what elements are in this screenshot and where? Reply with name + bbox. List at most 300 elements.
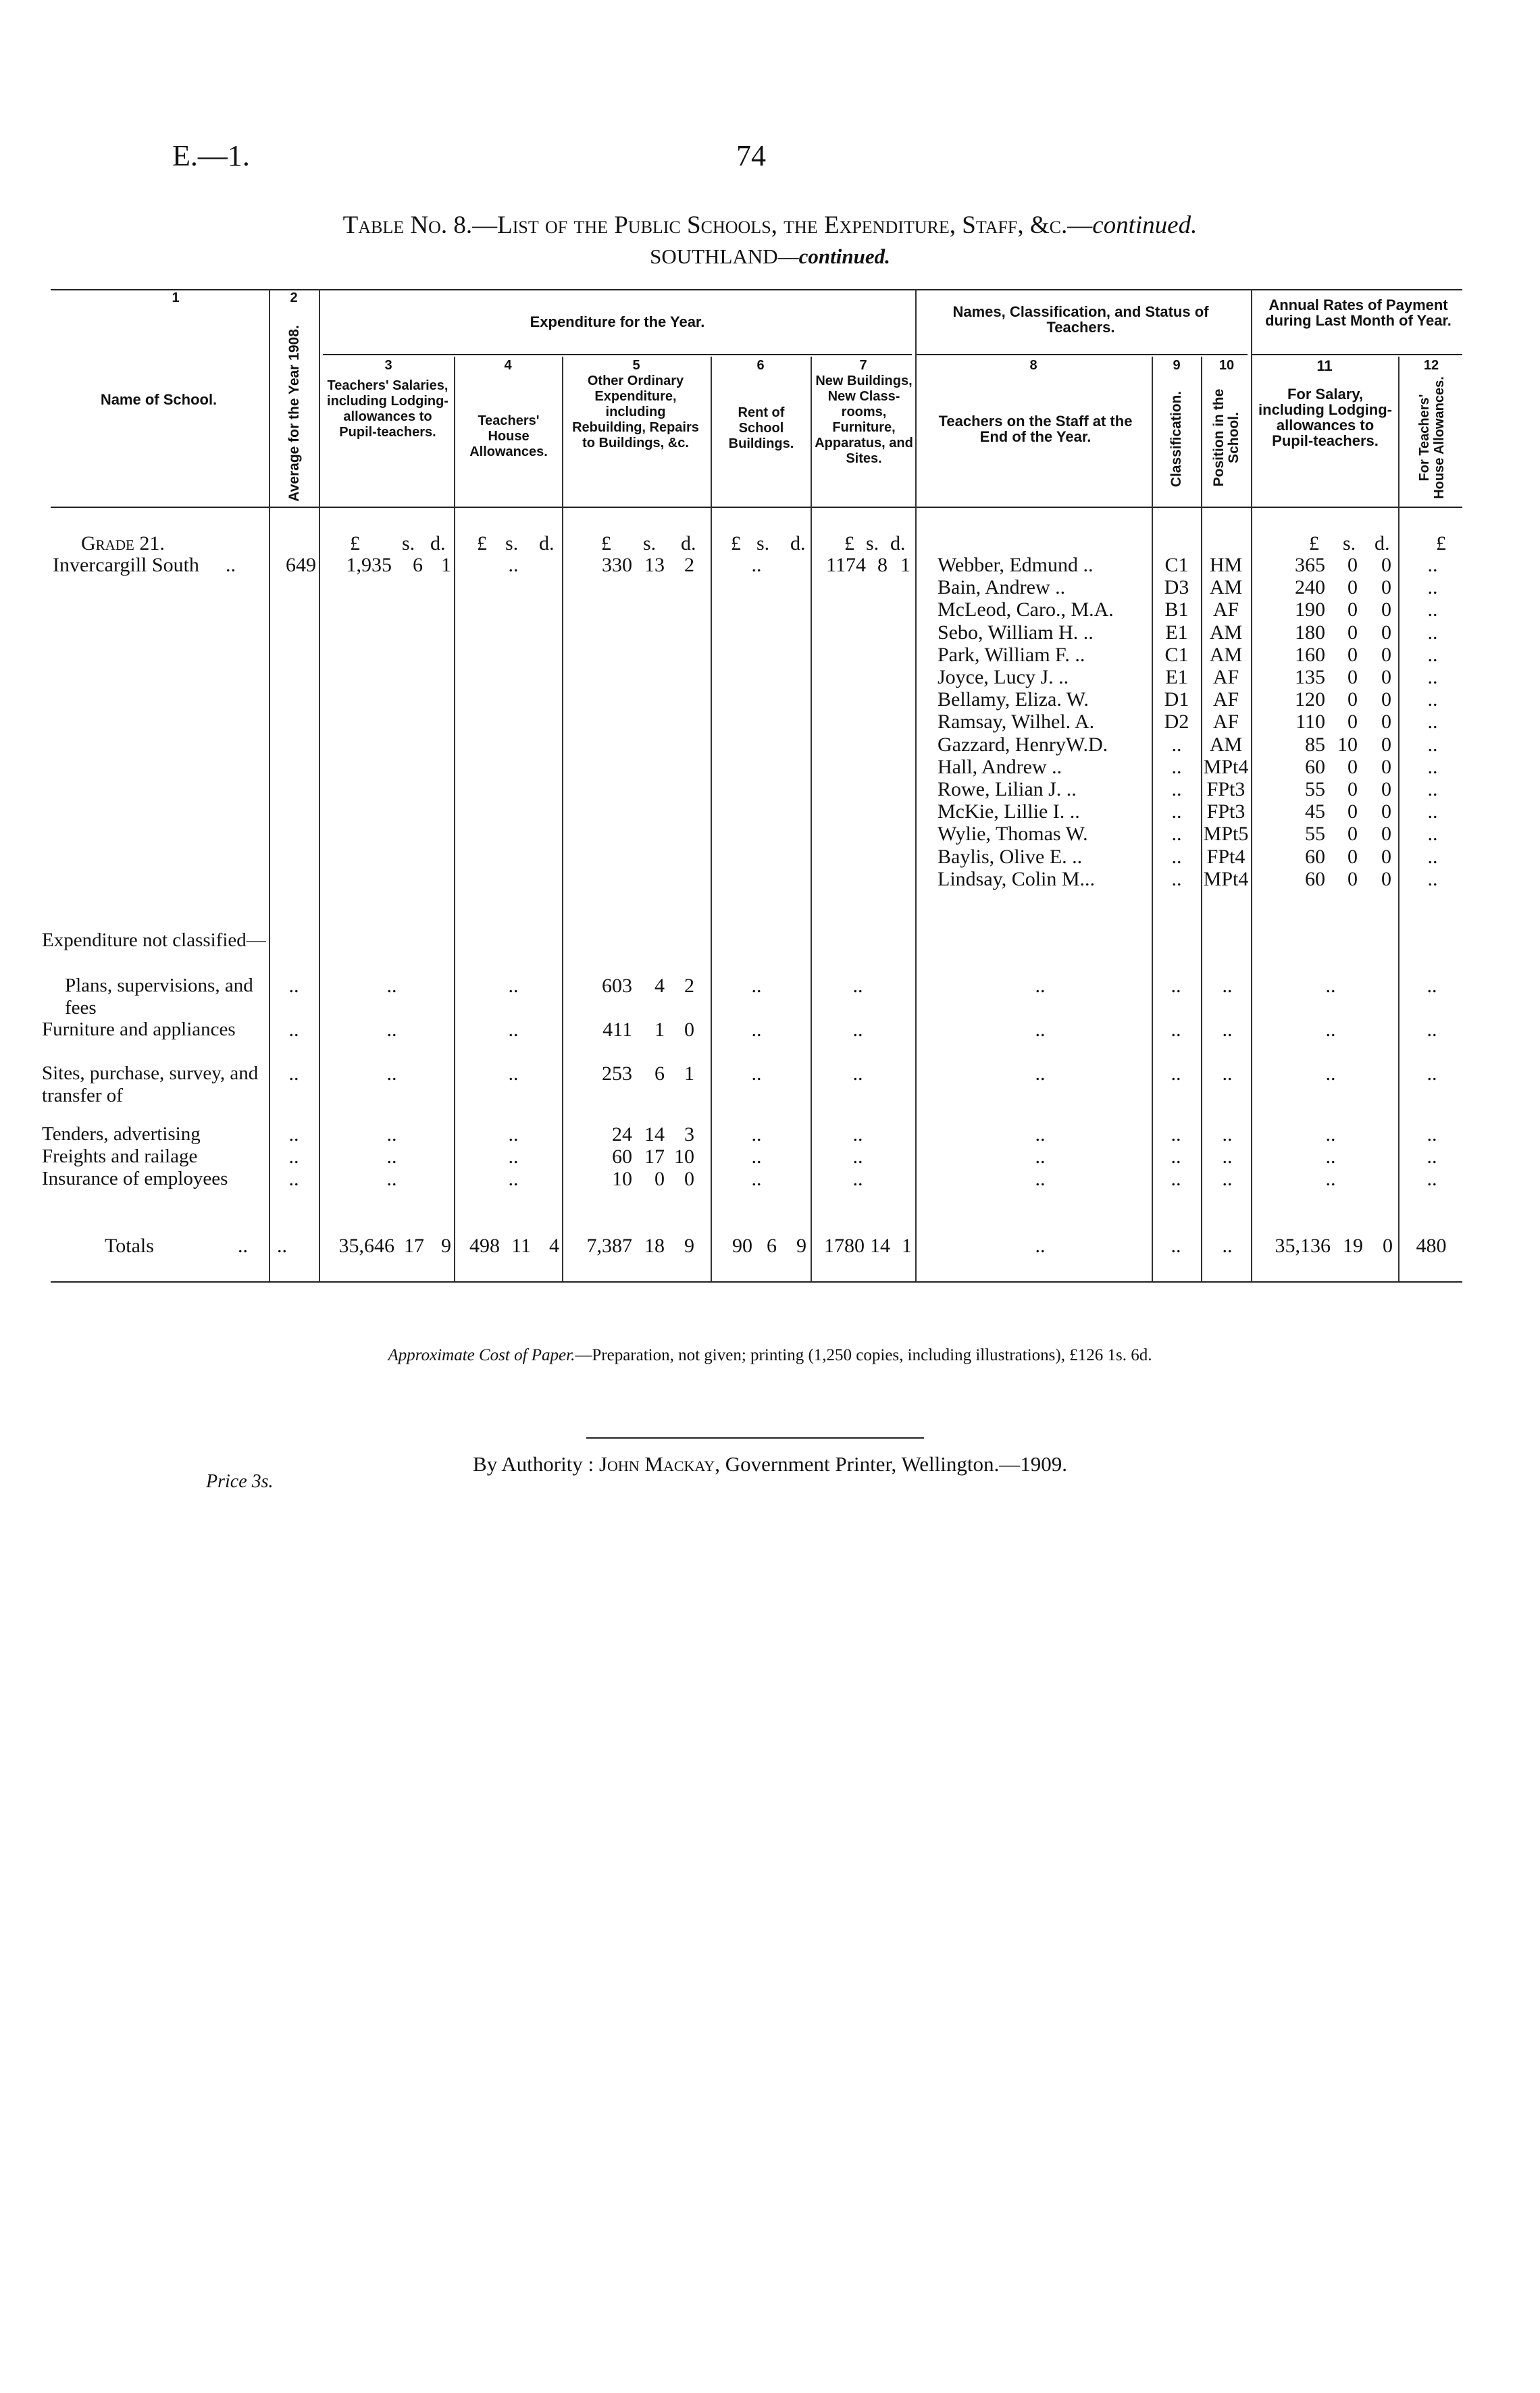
salaries-pounds: 1,935 xyxy=(346,554,392,576)
teacher-name: Lindsay, Colin M... xyxy=(938,867,1096,890)
leader-dots: .. xyxy=(226,554,236,576)
leader-dots: .. xyxy=(386,1123,397,1146)
rate-shillings: 0 xyxy=(1348,711,1358,734)
teacher-classification: D2 xyxy=(1164,711,1189,734)
total-rent-shillings: 6 xyxy=(767,1235,777,1257)
rate-shillings: 10 xyxy=(1337,733,1358,756)
teacher-name: Park, William F. .. xyxy=(938,643,1085,666)
teacher-classification: D3 xyxy=(1164,576,1189,599)
leader-dots: .. xyxy=(751,1062,762,1085)
leader-dots: .. xyxy=(751,1123,762,1146)
leader-dots: .. xyxy=(508,1062,519,1085)
rate-shillings: 0 xyxy=(1348,643,1358,666)
leader-dots: .. xyxy=(1427,975,1437,997)
cost-text: —Preparation, not given; printing (1,250 copies, including illustrations), £126 1s. 6d. xyxy=(575,1346,1152,1364)
expense-pence: 1 xyxy=(684,1062,694,1085)
rate-pounds: 60 xyxy=(1305,755,1325,778)
new-buildings-pounds: 1174 xyxy=(826,554,866,576)
school-average: 649 xyxy=(286,554,316,576)
expense-pence: 10 xyxy=(674,1146,694,1168)
leader-dots: .. xyxy=(386,1062,397,1085)
new-buildings-shillings: 8 xyxy=(877,554,888,576)
authority-suffix: , Government Printer, Wellington.—1909. xyxy=(715,1452,1067,1476)
leader-dots: .. xyxy=(1427,800,1438,823)
col-rule-11 xyxy=(1398,357,1400,1281)
leader-dots: .. xyxy=(1325,1168,1336,1190)
leader-dots: .. xyxy=(1427,598,1438,621)
pound-sign: £ xyxy=(477,532,487,555)
leader-dots: .. xyxy=(1427,1123,1437,1146)
teacher-name: Bellamy, Eliza. W. xyxy=(938,688,1089,711)
leader-dots: .. xyxy=(1171,1123,1181,1146)
rate-pounds: 45 xyxy=(1305,800,1325,823)
col-rule-3 xyxy=(454,357,455,1281)
leader-dots: .. xyxy=(751,975,762,997)
other-shillings: 13 xyxy=(644,554,665,576)
rate-pence: 0 xyxy=(1381,554,1391,576)
teacher-classification: D1 xyxy=(1164,688,1189,711)
expense-label: Freights and railage xyxy=(42,1146,198,1167)
rate-pence: 0 xyxy=(1381,598,1391,621)
total-house-shillings: 11 xyxy=(511,1235,531,1257)
teacher-name: Ramsay, Wilhel. A. xyxy=(938,711,1095,734)
col-11-label: For Salary, including Lodging-allowances to Pupil-teachers. xyxy=(1258,386,1392,449)
total-other-pounds: 7,387 xyxy=(586,1235,632,1257)
leader-dots: .. xyxy=(1035,1146,1046,1168)
teacher-name: McLeod, Caro., M.A. xyxy=(938,598,1114,621)
total-salaries-shillings: 17 xyxy=(404,1235,424,1257)
col-8-label: Teachers on the Staff at the End of the Year. xyxy=(938,413,1133,445)
page-number: 74 xyxy=(736,139,766,172)
rate-pence: 0 xyxy=(1381,643,1391,666)
rate-pence: 0 xyxy=(1381,576,1391,599)
leader-dots: .. xyxy=(751,1019,762,1041)
leader-dots: .. xyxy=(1427,1019,1437,1041)
teacher-position: MPt5 xyxy=(1203,823,1249,846)
rate-pounds: 180 xyxy=(1295,621,1325,644)
teacher-classification: .. xyxy=(1171,845,1182,868)
rate-pence: 0 xyxy=(1381,823,1391,846)
teacher-position: AF xyxy=(1212,598,1239,621)
leader-dots: .. xyxy=(386,975,397,997)
leader-dots: .. xyxy=(1427,576,1438,599)
col-rule-10 xyxy=(1251,289,1252,1281)
leader-dots: .. xyxy=(1427,688,1438,711)
rate-pounds: 120 xyxy=(1295,688,1325,711)
teacher-name: Baylis, Olive E. .. xyxy=(938,845,1083,868)
teacher-name: McKie, Lillie I. .. xyxy=(938,800,1080,823)
rate-pounds: 160 xyxy=(1295,643,1325,666)
expense-pounds: 60 xyxy=(612,1146,632,1168)
shillings-sign: s. xyxy=(505,532,519,555)
leader-dots: .. xyxy=(1171,1019,1181,1041)
total-rent-pence: 9 xyxy=(796,1235,806,1257)
leader-dots: .. xyxy=(508,1146,519,1168)
teacher-position: FPt4 xyxy=(1206,845,1246,868)
leader-dots: .. xyxy=(1325,1019,1336,1041)
teacher-position: AM xyxy=(1209,621,1243,644)
grade-label: Grade 21. xyxy=(81,532,165,555)
rate-shillings: 0 xyxy=(1348,755,1358,778)
shillings-sign: s. xyxy=(866,532,879,555)
col-rule-8 xyxy=(1152,357,1153,1281)
expense-pounds: 253 xyxy=(602,1062,632,1085)
col-rule-4 xyxy=(562,357,563,1281)
col-1-label: Name of School. xyxy=(100,391,217,408)
rate-pence: 0 xyxy=(1381,867,1391,890)
leader-dots: .. xyxy=(508,1019,519,1041)
leader-dots: .. xyxy=(751,554,762,576)
teacher-classification: .. xyxy=(1171,755,1182,778)
col-9-label: Classification. xyxy=(1169,390,1184,488)
title-continued: continued. xyxy=(1092,211,1198,239)
leader-dots: .. xyxy=(1035,1168,1046,1190)
leader-dots: .. xyxy=(1427,1168,1437,1190)
leader-dots: .. xyxy=(1171,1168,1181,1190)
total-other-pence: 9 xyxy=(684,1235,694,1257)
total-rates-salary-pence: 0 xyxy=(1383,1235,1393,1257)
expense-pounds: 10 xyxy=(612,1168,632,1190)
footer-rule xyxy=(586,1437,924,1439)
authority-prefix: By Authority : xyxy=(473,1452,599,1476)
leader-dots: .. xyxy=(288,975,299,997)
rate-shillings: 0 xyxy=(1348,621,1358,644)
leader-dots: .. xyxy=(508,554,519,576)
teacher-classification: C1 xyxy=(1164,554,1189,576)
unclassified-heading: Expenditure not classified— xyxy=(42,929,266,951)
rate-pounds: 55 xyxy=(1305,778,1325,800)
expense-shillings: 6 xyxy=(654,1062,665,1085)
teacher-position: AF xyxy=(1212,666,1239,688)
col-10-number: 10 xyxy=(1218,358,1235,373)
teacher-position: AM xyxy=(1209,733,1243,756)
expense-label: Plans, supervisions, and fees xyxy=(65,975,253,1019)
rate-pence: 0 xyxy=(1381,755,1391,778)
leader-dots: .. xyxy=(1222,1168,1233,1190)
leader-dots: .. xyxy=(288,1123,299,1146)
leader-dots: .. xyxy=(288,1146,299,1168)
leader-dots: .. xyxy=(1427,733,1438,756)
total-other-shillings: 18 xyxy=(644,1235,665,1257)
col-6-label: Rent of School Buildings. xyxy=(728,405,794,451)
other-pence: 2 xyxy=(684,554,694,576)
teacher-position: MPt4 xyxy=(1203,755,1249,778)
leader-dots: .. xyxy=(288,1019,299,1041)
rate-shillings: 0 xyxy=(1348,576,1358,599)
rate-pounds: 365 xyxy=(1295,554,1325,576)
leader-dots: .. xyxy=(386,1146,397,1168)
rate-pounds: 240 xyxy=(1295,576,1325,599)
total-salaries-pence: 9 xyxy=(441,1235,451,1257)
expenditure-group-rule xyxy=(323,354,912,355)
col-rule-6 xyxy=(811,357,812,1281)
shillings-sign: s. xyxy=(756,532,770,555)
teacher-position: FPt3 xyxy=(1206,778,1246,800)
leader-dots: .. xyxy=(1325,1062,1336,1085)
teacher-classification: C1 xyxy=(1164,643,1189,666)
rate-pence: 0 xyxy=(1381,621,1391,644)
expense-label: Furniture and appliances xyxy=(42,1019,236,1040)
total-house-pounds: 498 xyxy=(469,1235,500,1257)
rate-pounds: 135 xyxy=(1295,666,1325,688)
teacher-name: Bain, Andrew .. xyxy=(938,576,1066,599)
rate-pence: 0 xyxy=(1381,666,1391,688)
leader-dots: .. xyxy=(852,1168,863,1190)
pence-sign: d. xyxy=(890,532,906,555)
teacher-position: AF xyxy=(1212,688,1239,711)
teacher-classification: B1 xyxy=(1164,598,1189,621)
totals-label: Totals xyxy=(105,1235,154,1257)
expense-pounds: 411 xyxy=(602,1019,632,1041)
leader-dots: .. xyxy=(1325,1146,1336,1168)
rate-pence: 0 xyxy=(1381,778,1391,800)
expense-shillings: 4 xyxy=(654,975,665,997)
leader-dots: .. xyxy=(277,1235,287,1257)
col-3-number: 3 xyxy=(384,358,392,373)
col-12-label: For Teachers' House Allowances. xyxy=(1417,376,1447,499)
expense-label: Insurance of employees xyxy=(42,1168,228,1189)
rate-pence: 0 xyxy=(1381,845,1391,868)
leader-dots: .. xyxy=(1427,1146,1437,1168)
rate-pounds: 110 xyxy=(1295,711,1325,734)
table-title xyxy=(0,211,1540,240)
leader-dots: .. xyxy=(386,1168,397,1190)
teacher-name: Webber, Edmund .. xyxy=(938,554,1094,576)
rate-shillings: 0 xyxy=(1348,845,1358,868)
pound-sign: £ xyxy=(1309,532,1319,555)
teacher-name: Wylie, Thomas W. xyxy=(938,823,1088,846)
leader-dots: .. xyxy=(1035,1235,1046,1257)
leader-dots: .. xyxy=(852,1123,863,1146)
expense-pence: 0 xyxy=(684,1168,694,1190)
leader-dots: .. xyxy=(1427,554,1438,576)
leader-dots: .. xyxy=(508,1123,519,1146)
leader-dots: .. xyxy=(1222,975,1233,997)
leader-dots: .. xyxy=(1222,1062,1233,1085)
pound-sign: £ xyxy=(1436,532,1446,555)
leader-dots: .. xyxy=(1427,845,1438,868)
teacher-position: FPt3 xyxy=(1206,800,1246,823)
leader-dots: .. xyxy=(1427,867,1438,890)
expenditure-group-label: Expenditure for the Year. xyxy=(530,313,705,330)
teacher-position: AM xyxy=(1209,643,1243,666)
price-note: Price 3s. xyxy=(206,1471,274,1492)
leader-dots: .. xyxy=(852,975,863,997)
teacher-position: HM xyxy=(1209,554,1243,576)
total-rates-salary-pounds: 35,136 xyxy=(1275,1235,1331,1257)
teacher-position: AM xyxy=(1209,576,1243,599)
rate-pounds: 55 xyxy=(1305,823,1325,846)
total-rent-pounds: 90 xyxy=(732,1235,752,1257)
total-new-buildings-pounds: 1780 xyxy=(824,1235,865,1257)
expense-pence: 2 xyxy=(684,975,694,997)
pence-sign: d. xyxy=(681,532,696,555)
pound-sign: £ xyxy=(844,532,854,555)
teacher-classification: E1 xyxy=(1165,666,1188,688)
expense-label: Tenders, advertising xyxy=(42,1123,201,1145)
shillings-sign: s. xyxy=(643,532,657,555)
leader-dots: .. xyxy=(1427,621,1438,644)
total-house-pence: 4 xyxy=(549,1235,559,1257)
pence-sign: d. xyxy=(1375,532,1390,555)
region-subtitle xyxy=(0,245,1540,269)
leader-dots: .. xyxy=(288,1168,299,1190)
leader-dots: .. xyxy=(288,1062,299,1085)
leader-dots: .. xyxy=(1171,1062,1181,1085)
cost-of-paper-note xyxy=(0,1346,1540,1365)
rate-pounds: 85 xyxy=(1305,733,1325,756)
leader-dots: .. xyxy=(1427,778,1438,800)
total-salaries-pounds: 35,646 xyxy=(338,1235,394,1257)
expense-shillings: 17 xyxy=(644,1146,665,1168)
rate-shillings: 0 xyxy=(1348,688,1358,711)
col-5-label: Other Ordinary Expenditure, including Rebuilding, Repairs to Buildings, &c. xyxy=(572,374,699,451)
expense-shillings: 1 xyxy=(654,1019,665,1041)
col-rule-5 xyxy=(711,357,712,1281)
expense-pence: 0 xyxy=(684,1019,694,1041)
leader-dots: .. xyxy=(1035,1019,1046,1041)
col-7-number: 7 xyxy=(859,358,867,373)
title-text: No. 8.—List of the Public Schools, the Expenditure, Staff, &c.— xyxy=(404,211,1093,239)
teacher-classification: .. xyxy=(1171,800,1182,823)
col-11-number: 11 xyxy=(1316,357,1333,374)
printer-name: John Mackay xyxy=(598,1452,715,1476)
col-rule-1 xyxy=(269,289,270,1281)
school-name: Invercargill South xyxy=(53,554,199,576)
teacher-name: Sebo, William H. .. xyxy=(938,621,1094,644)
pence-sign: d. xyxy=(790,532,806,555)
leader-dots: .. xyxy=(1222,1019,1233,1041)
rate-pounds: 190 xyxy=(1295,598,1325,621)
names-group-rule xyxy=(915,354,1248,355)
teacher-name: Rowe, Lilian J. .. xyxy=(938,778,1077,800)
table-bottom-rule xyxy=(51,1281,1462,1283)
col-2-label: Average for the Year 1908. xyxy=(286,325,302,502)
pound-sign: £ xyxy=(350,532,360,555)
pence-sign: d. xyxy=(430,532,446,555)
teacher-classification: .. xyxy=(1171,823,1182,846)
leader-dots: .. xyxy=(1222,1146,1233,1168)
expense-pounds: 24 xyxy=(612,1123,632,1146)
other-pounds: 330 xyxy=(602,554,632,576)
col-12-number: 12 xyxy=(1423,358,1439,373)
teacher-position: AF xyxy=(1212,711,1239,734)
leader-dots: .. xyxy=(1222,1235,1233,1257)
leader-dots: .. xyxy=(1325,1123,1336,1146)
expense-pounds: 603 xyxy=(602,975,632,997)
expense-shillings: 14 xyxy=(644,1123,665,1146)
teacher-name: Joyce, Lucy J. .. xyxy=(938,666,1069,688)
total-new-buildings-pence: 1 xyxy=(902,1235,912,1257)
rate-shillings: 0 xyxy=(1348,800,1358,823)
rate-shillings: 0 xyxy=(1348,867,1358,890)
teacher-classification: .. xyxy=(1171,867,1182,890)
teacher-classification: E1 xyxy=(1165,621,1188,644)
leader-dots: .. xyxy=(1171,975,1181,997)
title-prefix: Table xyxy=(342,211,405,239)
rates-group-label: Annual Rates of Payment during Last Month of Year. xyxy=(1265,297,1452,329)
leader-dots: .. xyxy=(508,975,519,997)
leader-dots: .. xyxy=(1035,975,1046,997)
leader-dots: .. xyxy=(1427,1062,1437,1085)
leader-dots: .. xyxy=(508,1168,519,1190)
rate-pence: 0 xyxy=(1381,711,1391,734)
leader-dots: .. xyxy=(1035,1123,1046,1146)
new-buildings-pence: 1 xyxy=(900,554,910,576)
rate-pounds: 60 xyxy=(1305,845,1325,868)
leader-dots: .. xyxy=(1427,755,1438,778)
col-5-number: 5 xyxy=(632,358,640,373)
shillings-sign: s. xyxy=(1343,532,1356,555)
col-7-label: New Buildings, New Class-rooms, Furniture, Apparatus, and Sites. xyxy=(815,374,913,466)
col-3-label: Teachers' Salaries, including Lodging-allowances to Pupil-teachers. xyxy=(327,378,448,440)
col-10-label: Position in the School. xyxy=(1211,388,1241,487)
leader-dots: .. xyxy=(1427,823,1438,846)
leader-dots: .. xyxy=(852,1146,863,1168)
leader-dots: .. xyxy=(852,1062,863,1085)
expense-pence: 3 xyxy=(684,1123,694,1146)
col-1-number: 1 xyxy=(172,290,180,305)
total-rates-salary-shillings: 19 xyxy=(1343,1235,1363,1257)
salaries-pence: 1 xyxy=(441,554,451,576)
leader-dots: .. xyxy=(1427,643,1438,666)
rate-shillings: 0 xyxy=(1348,823,1358,846)
col-6-number: 6 xyxy=(756,358,765,373)
document-code: E.—1. xyxy=(172,139,250,172)
cost-label: Approximate Cost of Paper. xyxy=(388,1346,575,1364)
rates-group-rule xyxy=(1251,354,1462,355)
rate-shillings: 0 xyxy=(1348,778,1358,800)
pence-sign: d. xyxy=(539,532,555,555)
leader-dots: .. xyxy=(751,1146,762,1168)
leader-dots: .. xyxy=(1171,1235,1181,1257)
leader-dots: .. xyxy=(852,1019,863,1041)
rate-pence: 0 xyxy=(1381,800,1391,823)
leader-dots: .. xyxy=(1222,1123,1233,1146)
teacher-name: Gazzard, HenryW.D. xyxy=(938,733,1108,756)
teacher-name: Hall, Andrew .. xyxy=(938,755,1062,778)
total-new-buildings-shillings: 14 xyxy=(870,1235,890,1257)
leader-dots: .. xyxy=(1035,1062,1046,1085)
rate-shillings: 0 xyxy=(1348,598,1358,621)
pound-sign: £ xyxy=(731,532,741,555)
shillings-sign: s. xyxy=(402,532,415,555)
rate-shillings: 0 xyxy=(1348,666,1358,688)
names-group-label: Names, Classification, and Status of Teachers. xyxy=(952,303,1209,336)
teacher-classification: .. xyxy=(1171,733,1182,756)
total-rates-house: 480 xyxy=(1416,1235,1447,1257)
col-4-number: 4 xyxy=(504,358,512,373)
rate-shillings: 0 xyxy=(1348,554,1358,576)
leader-dots: .. xyxy=(386,1019,397,1041)
pound-sign: £ xyxy=(601,532,611,555)
salaries-shillings: 6 xyxy=(413,554,423,576)
rate-pence: 0 xyxy=(1381,688,1391,711)
teacher-classification: .. xyxy=(1171,778,1182,800)
col-2-number: 2 xyxy=(290,290,298,305)
expense-label: Sites, purchase, survey, and transfer of xyxy=(42,1062,259,1106)
rate-pounds: 60 xyxy=(1305,867,1325,890)
col-8-number: 8 xyxy=(1029,358,1037,373)
col-rule-2 xyxy=(319,289,320,1281)
region-continued: continued. xyxy=(798,245,890,268)
leader-dots: .. xyxy=(1171,1146,1181,1168)
col-9-number: 9 xyxy=(1173,358,1181,373)
col-4-label: Teachers' House Allowances. xyxy=(469,413,548,459)
leader-dots: .. xyxy=(1427,711,1438,734)
rate-pence: 0 xyxy=(1381,733,1391,756)
expense-shillings: 0 xyxy=(654,1168,665,1190)
